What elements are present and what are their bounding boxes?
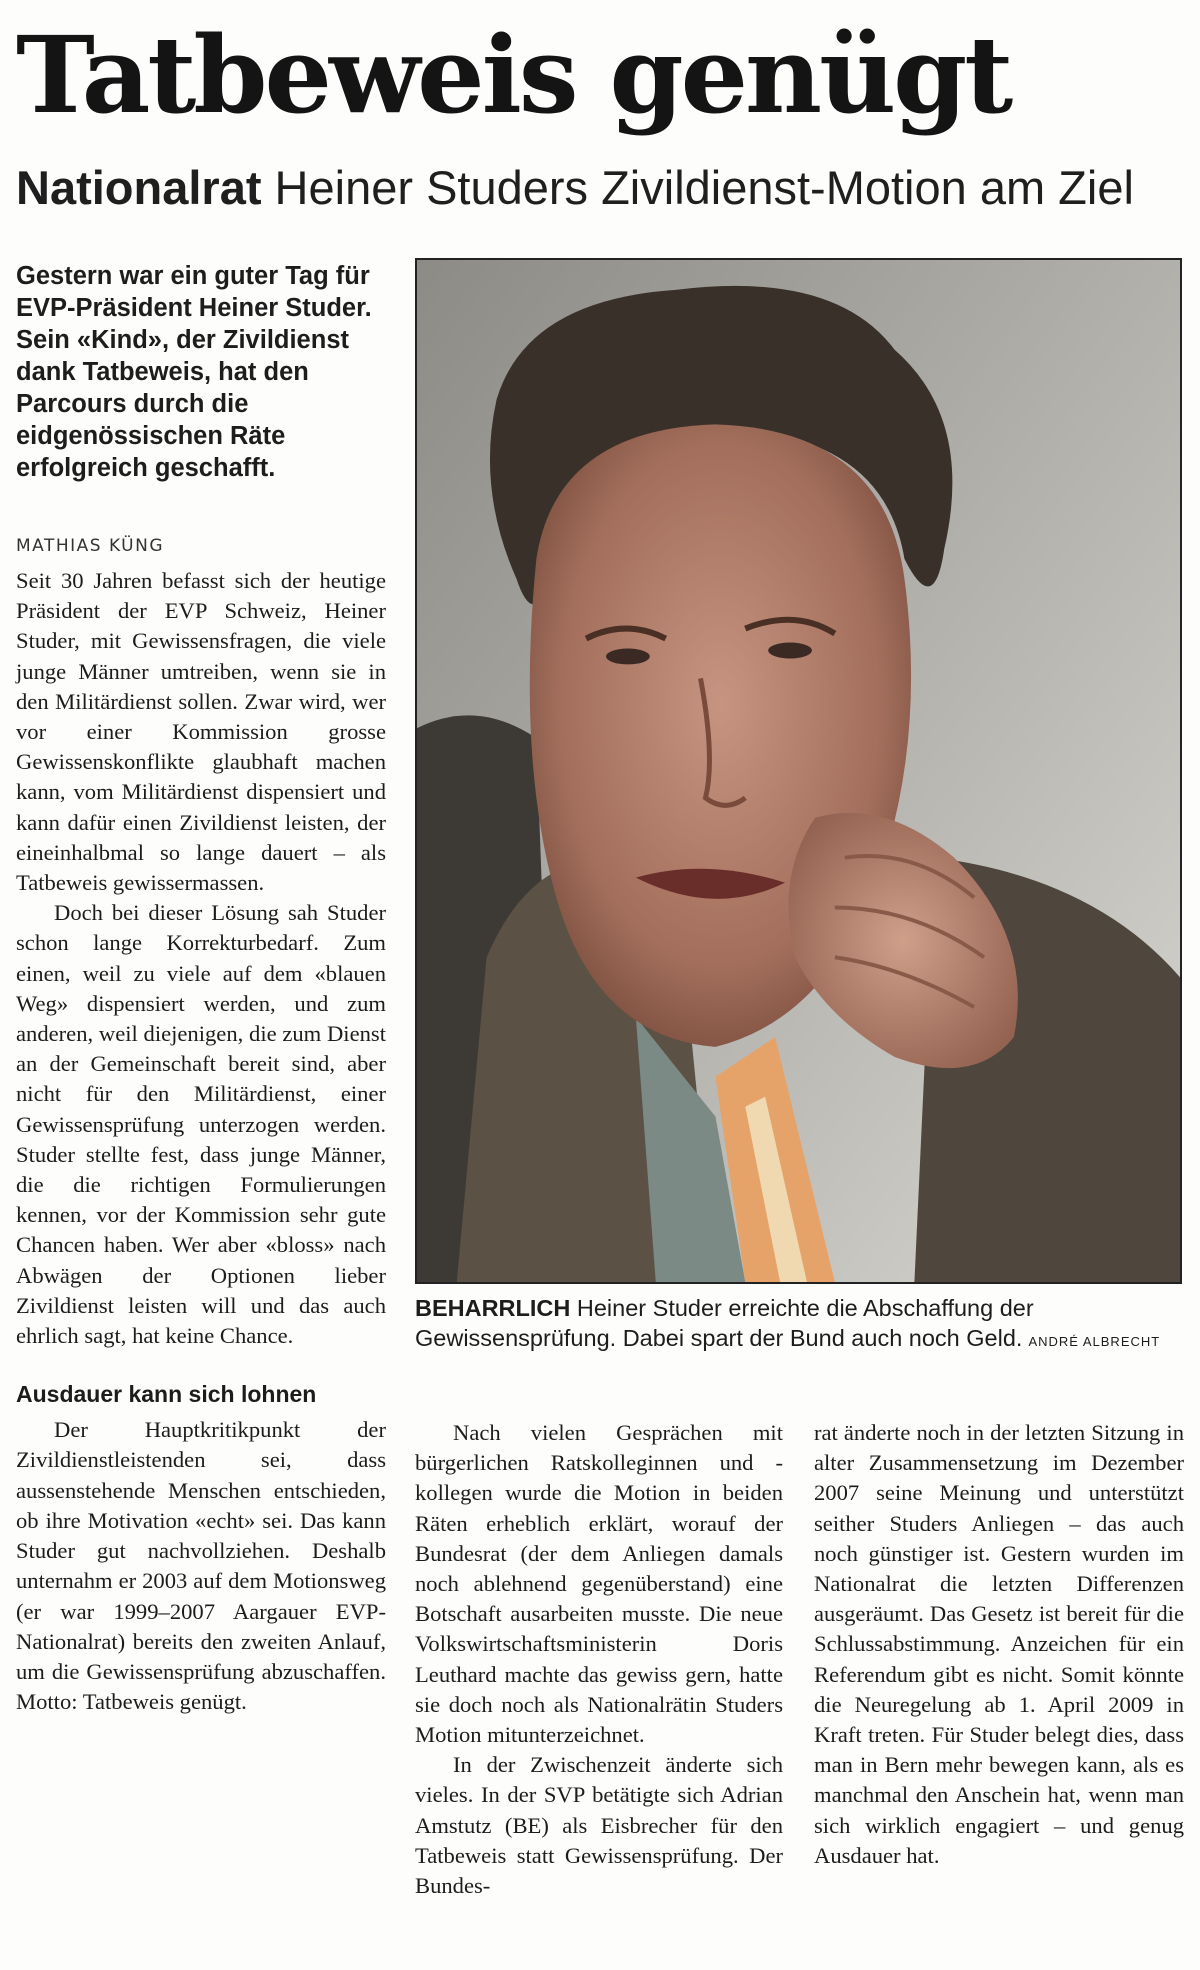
body-paragraph: Doch bei dieser Lösung sah Studer schon lange Korrekturbedarf. Zum einen, weil zu viele auf dem «blauen Weg» dispensiert werden, und zum anderen, weil diejenigen, die zum Dienst an der Gemeinschaft bereit sind, aber nicht für den Militärdienst, einer Gewissensprüfung unterzogen werden. Studer stellte fest, dass junge Männer, die die richtigen Formulierungen kennen, vor der Kommission sehr gute Chancen haben. Wer aber «bloss» nach Abwägen der Optionen lieber Zivildienst leisten will und das auch ehrlich sagt, hat keine Chance. <box>16 900 386 1349</box>
body-paragraph: Der Hauptkritikpunkt der Zivildienstleistenden sei, dass aussenstehende Menschen entschieden, ob ihre Motivation «echt» sei. Das kann Studer gut nachvollziehen. Deshalb unternahm er 2003 auf dem Motionsweg (er war 1999–2007 Aargauer EVP-Nationalrat) bereits den zweiten Anlauf, um die Gewissensprüfung abzuschaffen. Motto: Tatbeweis genügt. <box>16 1417 386 1715</box>
body-column-1 <box>16 566 386 1717</box>
body-column-3 <box>814 1418 1184 1871</box>
caption-kicker: BEHARRLICH <box>415 1295 571 1321</box>
body-column-2 <box>415 1418 783 1901</box>
body-paragraph: Nach vielen Gesprächen mit bürgerlichen Ratskolleginnen und -kollegen wurde die Motion in beiden Räten erheblich erklärt, worauf der Bundesrat (der dem Anliegen damals noch ablehnend gegenüberstand) eine Botschaft ausarbeiten musste. Die neue Volkswirtschaftsministerin Doris Leuthard machte das gewiss gern, hatte sie doch noch als Nationalrätin Studers Motion mitunterzeichnet. <box>415 1420 783 1748</box>
lead-paragraph: Gestern war ein guter Tag für EVP-Präsident Heiner Studer. Sein «Kind», der Zivildienst dank Tatbeweis, hat den Parcours durch die eidgenössischen Räte erfolgreich geschafft. <box>16 262 372 482</box>
photo-caption <box>415 1293 1190 1357</box>
photo-credit: ANDRÉ ALBRECHT <box>1028 1334 1161 1349</box>
body-paragraph: rat änderte noch in der letzten Sitzung in alter Zusammensetzung im Dezember 2007 seine Meinung und unterstützt seither Studers Anliegen – das auch noch günstiger ist. Gestern wurden im Nationalrat die letzten Differenzen ausgeräumt. Das Gesetz ist bereit für die Schlussabstimmung. Anzeichen für ein Referendum gibt es nicht. Somit könnte die Neuregelung ab 1. April 2009 in Kraft treten. Für Studer belegt dies, dass man in Bern mehr bewegen kann, als es manchmal den Anschein hat, wenn man sich wirklich engagiert – und genug Ausdauer hat. <box>814 1420 1184 1868</box>
subhead-kicker: Nationalrat <box>16 161 262 214</box>
body-paragraph: In der Zwischenzeit änderte sich vieles. In der SVP betätigte sich Adrian Amstutz (BE) als Eisbrecher für den Tatbeweis statt Gewissensprüfung. Der Bundes- <box>415 1752 783 1899</box>
body-paragraph: Seit 30 Jahren befasst sich der heutige Präsident der EVP Schweiz, Heiner Studer, mit Gewissensfragen, die viele junge Männer umtreiben, wenn sie in den Militärdienst sollen. Zwar wird, wer vor einer Kommission grosse Gewissenskonflikte glaubhaft machen kann, vom Militärdienst dispensiert und kann dafür einen Zivildienst leisten, der eineinhalbmal so lange dauert – als Tatbeweis gewissermassen. <box>16 568 386 896</box>
subheadline <box>16 158 1186 218</box>
headline: Tatbeweis genügt <box>16 12 1011 137</box>
section-subheading: Ausdauer kann sich lohnen <box>16 1381 317 1408</box>
portrait-photo <box>415 258 1182 1284</box>
subhead-text: Heiner Studers Zivildienst-Motion am Ziel <box>261 161 1134 214</box>
caption-text: Heiner Studer erreichte die Abschaffung der Gewissensprüfung. Dabei spart der Bund auch noch Geld. <box>415 1295 1034 1351</box>
author-byline: MATHIAS KÜNG <box>16 536 165 556</box>
portrait-image <box>417 260 1180 1282</box>
